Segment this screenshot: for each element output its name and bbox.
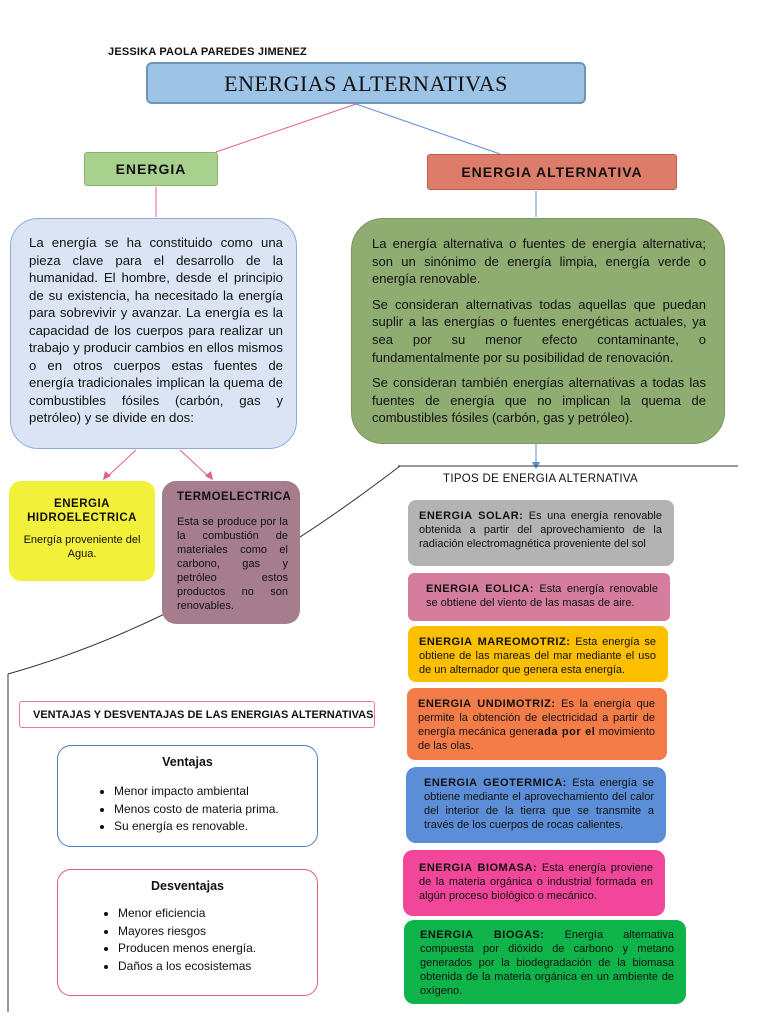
mareomotriz-name: ENERGIA MAREOMOTRIZ: bbox=[419, 636, 571, 648]
undimotriz-text-c: movimiento de las olas. bbox=[418, 726, 656, 752]
list-item: • Mayores riesgos bbox=[118, 923, 317, 941]
energia-alternativa-heading: ENERGIA ALTERNATIVA bbox=[427, 154, 677, 190]
biogas-text: Energía alternativa compuesta por dióxido de carbono y metano generados por la biodegradación de la biomasa obtenida de la materia orgánica en un ambiente de oxígeno. bbox=[420, 929, 674, 997]
energia-biomasa-card bbox=[403, 850, 665, 916]
list-item: • Su energía es renovable. bbox=[114, 818, 317, 836]
energia-mareomotriz-card bbox=[408, 626, 668, 682]
energia-geotermica-card bbox=[406, 767, 666, 843]
geotermica-text: Esta energía se obtiene mediante el aprovechamiento del calor del interior de la tierra que se transmite a través de los cuerpos de rocas calientes. bbox=[424, 777, 654, 831]
list-item: • Menos costo de materia prima. bbox=[114, 801, 317, 819]
main-title: ENERGIAS ALTERNATIVAS bbox=[146, 62, 586, 104]
hidroelectrica-title: ENERGIA HIDROELECTRICA bbox=[27, 498, 137, 524]
hidroelectrica-box bbox=[9, 481, 155, 581]
biogas-name: ENERGIA BIOGAS: bbox=[420, 929, 545, 941]
ventajas-desventajas-title: VENTAJAS Y DESVENTAJAS DE LAS ENERGIAS ALTERNATIVAS bbox=[19, 701, 375, 728]
biomasa-name: ENERGIA BIOMASA: bbox=[419, 862, 538, 874]
biomasa-text: Esta energía proviene de la materia orgánica o industrial formada en algún proceso biológico o mecánico. bbox=[419, 862, 653, 902]
undimotriz-text-b: ada por el bbox=[537, 726, 596, 738]
desventajas-box bbox=[57, 869, 318, 996]
ventajas-box bbox=[57, 745, 318, 847]
author-name: JESSIKA PAOLA PAREDES JIMENEZ bbox=[108, 46, 307, 58]
eolica-text: Esta energía renovable se obtiene del viento de las masas de aire. bbox=[426, 583, 658, 609]
list-item: • Daños a los ecosistemas bbox=[118, 958, 317, 976]
undimotriz-text-a: Es la energía que permite la obtención de electricidad a partir de energía mecánica gener bbox=[418, 698, 655, 738]
solar-text: Es una energía renovable obtenida a partir del aprovechamiento de la radiación electromagnética proveniente del sol bbox=[419, 510, 662, 550]
energia-alternativa-description bbox=[351, 218, 725, 444]
desventajas-list bbox=[58, 905, 317, 975]
eolica-name: ENERGIA EOLICA: bbox=[426, 583, 534, 595]
termoelectrica-box bbox=[162, 481, 300, 624]
alt-paragraph-3: Se consideran también energías alternativas a todas las fuentes de energía que no implican la quema de combustibles fósiles (carbón, gas y petróleo). bbox=[372, 375, 706, 426]
energia-heading: ENERGIA bbox=[84, 152, 218, 186]
hidroelectrica-text: Energía proveniente del Agua. bbox=[23, 534, 141, 560]
energia-undimotriz-card bbox=[407, 688, 667, 760]
termoelectrica-text: Esta se produce por la la combustión de materiales como el carbono, gas y petróleo estos productos no son renovables. bbox=[177, 516, 288, 612]
alt-paragraph-1: La energía alternativa o fuentes de energía alternativa; son un sinónimo de energía limpia, energía verde o energía renovable. bbox=[372, 236, 706, 287]
list-item: • Producen menos energía. bbox=[118, 940, 317, 958]
list-item: • Menor eficiencia bbox=[118, 905, 317, 923]
energia-biogas-card bbox=[404, 920, 686, 1004]
geotermica-name: ENERGIA GEOTERMICA: bbox=[424, 777, 567, 789]
solar-name: ENERGIA SOLAR: bbox=[419, 510, 524, 522]
alt-paragraph-2: Se consideran alternativas todas aquellas que puedan suplir a las energías o fuentes energéticas actuales, ya sea por su menor efecto contaminante, o fundamentalmente por su posibilidad de renovación. bbox=[372, 296, 706, 365]
energia-description: La energía se ha constituido como una pieza clave para el desarrollo de la humanidad. El hombre, desde el principio de su existencia, ha necesitado la energía para sobrevivir y avanzar. La energía es la capacidad de los cuerpos para realizar un trabajo y producir cambios en ellos mismos o en otros cuerpos estas fuentes de energía tradicionales implican la quema de combustibles fósiles (carbón, gas y petróleo) y se divide en dos: bbox=[10, 218, 297, 449]
ventajas-title: Ventajas bbox=[162, 755, 213, 769]
list-item: • Menor impacto ambiental bbox=[114, 783, 317, 801]
ventajas-list bbox=[58, 783, 317, 836]
energia-solar-card bbox=[408, 500, 674, 566]
desventajas-title: Desventajas bbox=[151, 879, 224, 893]
mareomotriz-text: Esta energía se obtiene de las mareas del mar mediante el uso de un alternador que genera esta energía. bbox=[419, 636, 656, 676]
energia-eolica-card bbox=[408, 573, 670, 621]
termoelectrica-title: TERMOELECTRICA bbox=[177, 491, 292, 503]
tipos-title: TIPOS DE ENERGIA ALTERNATIVA bbox=[443, 473, 638, 485]
undimotriz-name: ENERGIA UNDIMOTRIZ: bbox=[418, 698, 556, 710]
